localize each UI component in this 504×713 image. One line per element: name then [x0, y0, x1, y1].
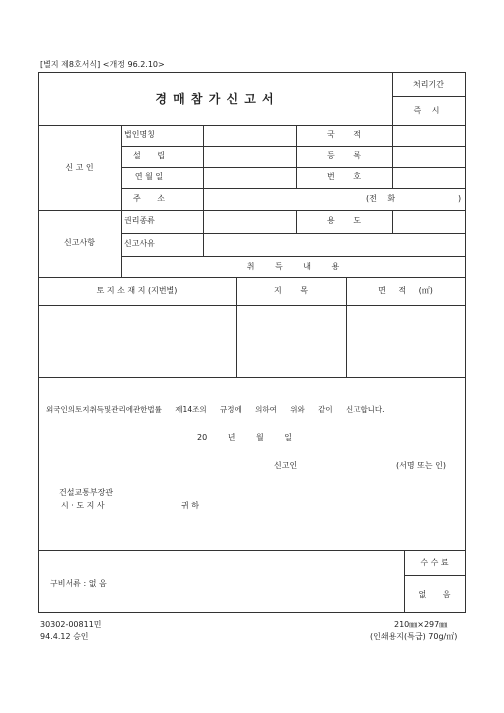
- documents-label: 구비서류 : 없 음: [50, 579, 107, 588]
- approval-note: 94.4.12 승인: [40, 632, 89, 641]
- land-col-area: 면 적 (㎡): [378, 286, 433, 295]
- reporter-section-bottom: [38, 210, 466, 211]
- paper-type: (인쇄용지(특급) 70g/㎡): [370, 632, 458, 641]
- frame-left: [38, 72, 39, 612]
- fee-value: 없 음: [418, 590, 451, 599]
- declaration-date-line: 20 년 월 일: [197, 433, 292, 442]
- fee-label: 수 수 료: [420, 558, 449, 567]
- establish-label: 설 립: [133, 151, 165, 160]
- form-code: 30302-00811민: [40, 620, 102, 629]
- reason-label: 신고사유: [124, 239, 155, 248]
- form-title: 경 매 참 가 신 고 서: [155, 92, 275, 106]
- frame-bottom: [38, 612, 466, 613]
- report-section-bottom: [38, 277, 466, 278]
- recipient-2: 시 · 도 지 사: [61, 501, 105, 510]
- report-label-col: [203, 210, 204, 256]
- recipient-suffix: 귀 하: [181, 501, 199, 510]
- declaration-signature-label: (서명 또는 인): [396, 461, 446, 470]
- processing-period-value: 즉 시: [413, 106, 444, 115]
- declaration-bottom: [38, 550, 466, 551]
- processing-period-label: 처리기간: [413, 80, 444, 89]
- fee-row-line: [404, 575, 465, 576]
- corp-name-label: 법인명칭: [124, 130, 155, 139]
- phone-label: (전 화: [366, 194, 396, 203]
- reporter-row-line-3: [121, 188, 465, 189]
- usage-label: 용 도: [327, 216, 361, 225]
- phone-close: ): [458, 194, 462, 203]
- declaration-reporter-label: 신고인: [274, 461, 298, 470]
- title-row-bottom: [38, 125, 466, 126]
- land-col-location: 토 지 소 재 지 (지번별): [96, 286, 178, 295]
- reporter-row-line-1: [121, 146, 465, 147]
- reporter-mid-col-b: [392, 125, 393, 188]
- report-items-section-label: 신고사항: [64, 238, 95, 247]
- nationality-label: 국 적: [327, 130, 361, 139]
- frame-top: [38, 72, 466, 73]
- land-header-bottom: [38, 305, 466, 306]
- acquisition-label: 취 득 내 용: [246, 262, 340, 271]
- report-row-line-2: [121, 256, 465, 257]
- report-row-line-1: [121, 233, 465, 234]
- report-mid-col-b: [392, 210, 393, 233]
- declaration-statement: 외국인의토지취득및관리에관한법률 제14조의 규정에 의하여 위와 같이 신고합니다.: [46, 405, 385, 414]
- right-type-label: 권리종류: [124, 216, 155, 225]
- paper-size: 210㎜×297㎜: [394, 620, 448, 629]
- processing-divider: [392, 96, 465, 97]
- date-label: 연 월 일: [134, 172, 164, 181]
- reporter-row-line-2: [121, 167, 465, 168]
- reporter-label-col: [203, 125, 204, 210]
- recipient-1: 건설교통부장관: [59, 488, 114, 497]
- form-header-note: [별지 제8호서식] <개정 96.2.10>: [40, 60, 165, 69]
- number-label: 번 호: [327, 172, 361, 181]
- land-col-category: 지 목: [274, 286, 308, 295]
- land-table-bottom: [38, 377, 466, 378]
- frame-right: [465, 72, 466, 612]
- registration-label: 등 록: [327, 151, 361, 160]
- address-label: 주 소: [133, 194, 165, 203]
- reporter-section-label: 신 고 인: [65, 163, 94, 172]
